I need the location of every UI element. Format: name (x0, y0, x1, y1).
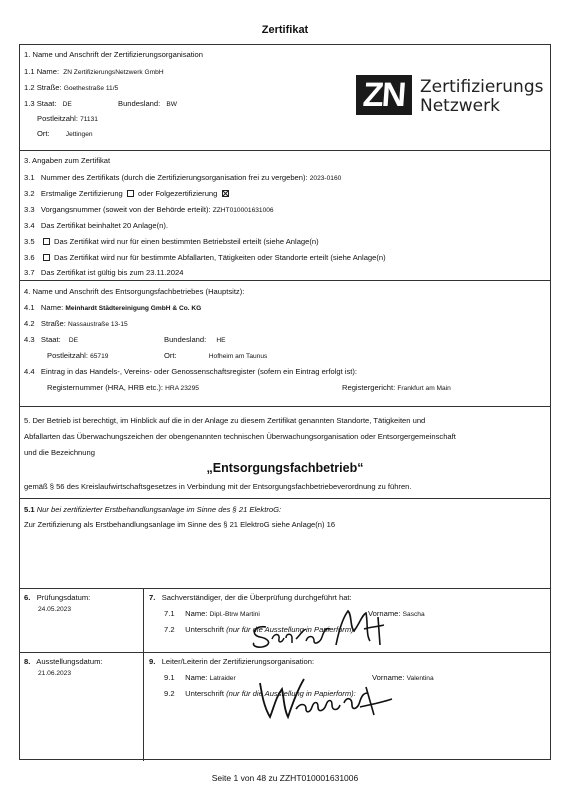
issue-date-label: 8. Ausstellungsdatum: (24, 657, 103, 666)
company-state-row: Bundesland: HE (164, 335, 226, 344)
issuer-state-row: Bundesland: BW (118, 99, 177, 108)
auditor-firstname-row: Vorname: Sascha (368, 609, 425, 618)
validity-row: 3.7 Das Zertifikat ist gültig bis zum 23.11.2024 (24, 268, 184, 277)
follow-up-certification-checkbox (222, 190, 229, 197)
issuer-zip-row: Postleitzahl: 71131 (37, 114, 98, 123)
section-5-authorization (20, 407, 550, 499)
section-6-7-audit (20, 589, 550, 653)
director-signature-row: 9.2 Unterschrift (nur für die Ausstellung in Papierform): (164, 689, 356, 698)
page-footer: Seite 1 von 48 zu ZZHT010001631006 (211, 773, 359, 783)
section-5-1-elektrog (20, 499, 550, 589)
logo-text-line2: Netzwerk (420, 96, 500, 116)
first-certification-checkbox (127, 190, 134, 197)
company-country-row: 4.3 Staat: DE (24, 335, 79, 344)
column-divider (143, 589, 144, 652)
issuer-city-row: Ort: Jettingen (37, 129, 93, 138)
restricted-scope-checkbox (43, 254, 50, 261)
section-3-heading: 3. Angaben zum Zertifikat (24, 156, 111, 165)
business-unit-row: 3.5 Das Zertifikat wird nur für einen bestimmten Betriebsteil erteilt (siehe Anlage(n) (24, 237, 319, 246)
authorization-line-3: und die Bezeichnung (24, 448, 95, 457)
auditor-signature (244, 605, 394, 651)
authorization-line-2: Abfallarten das Überwachungszeichen der obengenannten technischen Überwachungsorganisation oder Entsorgergemeinschaft (24, 432, 456, 441)
process-number-row: 3.3 Vorgangsnummer (soweit von der Behörde erteilt): ZZHT010001631006 (24, 205, 274, 214)
section-1-heading: 1. Name und Anschrift der Zertifizierungsorganisation (24, 50, 203, 59)
authorization-line-1: 5. Der Betrieb ist berechtigt, im Hinblick auf die in der Anlage zu diesem Zertifikat genannten Standorte, Tätigkeiten und (24, 416, 426, 425)
zn-logo (356, 73, 546, 117)
designation-title: „Entsorgungsfachbetrieb“ (206, 461, 364, 475)
register-entry-row: 4.4 Eintrag in das Handels-, Vereins- oder Genossenschaftsregister (sofern ein Eintrag erfolgt ist): (24, 367, 358, 376)
auditor-name-row: 7.1 Name: Dipl.-Btrw Martini (164, 609, 260, 618)
director-name-row: 9.1 Name: Latraider (164, 673, 236, 682)
zn-logo-mark: ZN (356, 75, 412, 115)
certification-type-row: 3.2 Erstmalige Zertifizierung oder Folgezertifizierung (24, 189, 231, 198)
company-name-row: 4.1 Name: Meinhardt Städtereinigung GmbH & Co. KG (24, 303, 202, 312)
director-signature (248, 667, 398, 727)
section-8-9-issue (20, 653, 550, 761)
issuer-street-row: 1.2 Straße: Goethestraße 11/5 (24, 83, 119, 92)
certificate-frame (19, 44, 551, 760)
company-zip-row: Postleitzahl: 65719 (47, 351, 109, 360)
audit-date-label: 6. Prüfungsdatum: (24, 593, 91, 602)
restricted-scope-row: 3.6 Das Zertifikat wird nur für bestimmte Abfallarten, Tätigkeiten oder Standorte erteilt (siehe Anlage(n) (24, 253, 386, 262)
elektrog-heading: 5.1 Nur bei zertifizierter Erstbehandlungsanlage im Sinne des § 21 ElektroG: (24, 505, 282, 514)
section-3-certificate-info (20, 151, 550, 281)
attachments-count-row: 3.4 Das Zertifikat beinhaltet 20 Anlage(n). (24, 221, 168, 230)
elektrog-text: Zur Zertifizierung als Erstbehandlungsanlage im Sinne des § 21 ElektroG siehe Anlage(n) 16 (24, 520, 336, 529)
audit-date-value: 24.05.2023 (38, 606, 72, 613)
director-heading: 9. Leiter/Leiterin der Zertifizierungsorganisation: (149, 657, 315, 666)
business-unit-checkbox (43, 238, 50, 245)
register-court-row: Registergericht: Frankfurt am Main (342, 383, 451, 392)
issuer-country-row: 1.3 Staat: DE (24, 99, 72, 108)
authorization-line-4: gemäß § 56 des Kreislaufwirtschaftsgesetzes in Verbindung mit der Entsorgungsfachbetriebeverordnung zu führen. (24, 482, 412, 491)
logo-text-line1: Zertifizierungs (420, 77, 544, 97)
register-number-row: Registernummer (HRA, HRB etc.): HRA 23295 (47, 383, 199, 392)
auditor-heading: 7. Sachverständiger, der die Überprüfung durchgeführt hat: (149, 593, 352, 602)
section-4-company (20, 281, 550, 407)
column-divider (143, 653, 144, 761)
issuer-name-row: 1.1 Name: ZN ZertifizierungsNetzwerk GmbH (24, 67, 164, 76)
document-title: Zertifikat (261, 24, 309, 36)
director-firstname-row: Vorname: Valentina (372, 673, 434, 682)
company-city-row: Ort: Hofheim am Taunus (164, 351, 268, 360)
section-1-issuer (20, 45, 550, 151)
section-4-heading: 4. Name und Anschrift des Entsorgungsfachbetriebes (Hauptsitz): (24, 287, 245, 296)
auditor-signature-row: 7.2 Unterschrift (nur für die Ausstellung in Papierform): (164, 625, 356, 634)
issue-date-value: 21.06.2023 (38, 670, 72, 677)
certificate-number-row: 3.1 Nummer des Zertifikats (durch die Zertifizierungsorganisation frei zu vergeben): 2023-0160 (24, 173, 342, 182)
company-street-row: 4.2 Straße: Nassaustraße 13-15 (24, 319, 128, 328)
